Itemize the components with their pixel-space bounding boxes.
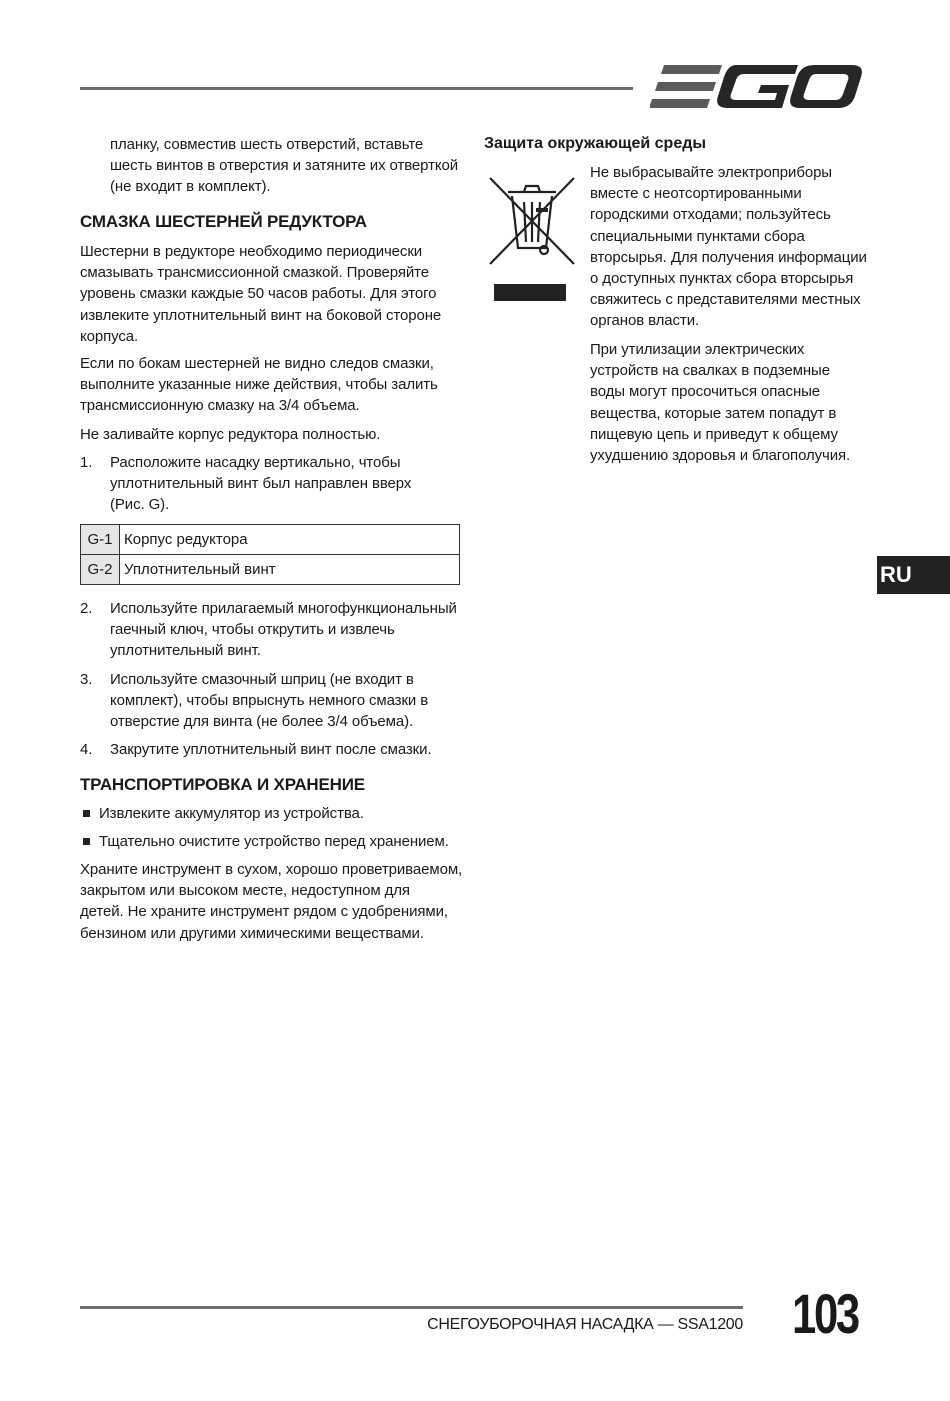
crossed-out-bin-icon — [486, 174, 578, 306]
part-code: G-2 — [81, 555, 120, 585]
section-title-environment: Защита окружающей среды — [484, 135, 707, 152]
bullet-item — [80, 803, 465, 824]
environment-paragraph-2 — [590, 339, 870, 466]
text-line: Не выбрасывайте электроприборы — [590, 164, 832, 181]
square-bullet-icon — [83, 810, 90, 817]
text-line: воды могут просочиться опасные — [590, 383, 821, 401]
text-line: бензином или другими химическими веществами. — [80, 924, 424, 942]
text-line: шесть винтов в отверстия и затяните их отверткой — [110, 157, 458, 175]
section-title-transport-storage: ТРАНСПОРТИРОВКА И ХРАНЕНИЕ — [80, 775, 365, 794]
bullet-text: Извлеките аккумулятор из устройства. — [99, 805, 364, 822]
step-number: 2. — [80, 600, 93, 617]
part-code: G-1 — [81, 525, 120, 555]
text-line: Используйте смазочный шприц (не входит в — [110, 671, 414, 688]
language-tab: RU — [877, 556, 950, 594]
text-line: о доступных пунктах сбора вторсырья — [590, 270, 854, 288]
text-line: ухудшению здоровья и благополучия. — [590, 447, 851, 465]
text-line: детей. Не храните инструмент рядом с удобрениями, — [80, 903, 448, 921]
text-line: Используйте прилагаемый многофункциональный — [110, 600, 457, 617]
text-line: Закрутите уплотнительный винт после смазки. — [110, 741, 432, 758]
step-2 — [80, 598, 465, 662]
footer-title: СНЕГОУБОРОЧНАЯ НАСАДКА — SSA1200 — [427, 1316, 743, 1333]
text-line: Расположите насадку вертикально, чтобы — [110, 454, 401, 471]
text-line: планку, совместив шесть отверстий, вставьте — [110, 136, 424, 153]
text-line: корпуса. — [80, 327, 139, 345]
text-line: специальными пунктами сбора — [590, 227, 805, 245]
text-line: уплотнительный винт. — [110, 642, 261, 660]
step-3 — [80, 669, 465, 733]
step-4 — [80, 739, 465, 760]
text-line: свяжитесь с представителями местных — [590, 291, 861, 309]
bullet-text: Тщательно очистите устройство перед хранением. — [99, 833, 449, 850]
warning-paragraph: Не заливайте корпус редуктора полностью. — [80, 426, 381, 443]
text-line: вместе с неотсортированными — [590, 185, 802, 203]
text-line: трансмиссионную смазку на 3/4 объема. — [80, 397, 360, 415]
text-line: уплотнительный винт был направлен вверх — [110, 475, 412, 493]
text-line: (Рис. G). — [110, 496, 170, 514]
lubrication-paragraph — [80, 241, 465, 347]
environment-paragraph-1 — [590, 162, 870, 332]
text-line: закрытом или высоком месте, недоступном для — [80, 882, 410, 900]
text-line: отверстие для винта (не более 3/4 объема). — [110, 713, 414, 731]
text-line: устройств на свалках в подземные — [590, 362, 830, 380]
text-line: Если по бокам шестерней не видно следов смазки, — [80, 355, 434, 372]
parts-table — [80, 524, 460, 585]
text-line: При утилизации электрических — [590, 341, 805, 358]
text-line: извлеките уплотнительный винт на боковой стороне — [80, 306, 442, 324]
text-line: гаечный ключ, чтобы открутить и извлечь — [110, 621, 395, 639]
text-line: вторсырья. Для получения информации — [590, 248, 867, 266]
text-line: уровень смазки каждые 50 часов работы. Для этого — [80, 285, 437, 303]
step-number: 1. — [80, 454, 93, 471]
text-line: городскими отходами; пользуйтесь — [590, 206, 831, 224]
step-number: 3. — [80, 671, 93, 688]
text-line: органов власти. — [590, 312, 700, 330]
header-rule — [80, 87, 633, 90]
text-line: вещества, которые затем попадут в — [590, 404, 837, 422]
step-number: 4. — [80, 741, 93, 758]
text-line: Шестерни в редукторе необходимо периодически — [80, 243, 423, 260]
ego-logo — [650, 62, 862, 112]
text-line: Храните инструмент в сухом, хорошо проветриваемом, — [80, 861, 463, 878]
text-line: пищевую цепь и приведут к общему — [590, 425, 838, 443]
square-bullet-icon — [83, 838, 90, 845]
intro-paragraph — [110, 134, 470, 198]
step-1 — [80, 452, 465, 516]
part-label: Уплотнительный винт — [120, 555, 460, 585]
text-line: комплект), чтобы впрыснуть немного смазки в — [110, 692, 429, 710]
text-line: (не входит в комплект). — [110, 178, 271, 196]
storage-paragraph — [80, 859, 465, 944]
text-line: смазывать трансмиссионной смазкой. Проверяйте — [80, 264, 429, 282]
table-row — [81, 525, 460, 555]
grease-check-paragraph — [80, 353, 465, 417]
page-number: 103 — [792, 1282, 858, 1345]
section-title-gear-lubrication: СМАЗКА ШЕСТЕРНЕЙ РЕДУКТОРА — [80, 212, 367, 231]
table-row — [81, 555, 460, 585]
bullet-item — [80, 831, 465, 852]
part-label: Корпус редуктора — [120, 525, 460, 555]
footer-rule — [80, 1306, 743, 1309]
text-line: выполните указанные ниже действия, чтобы залить — [80, 376, 438, 394]
